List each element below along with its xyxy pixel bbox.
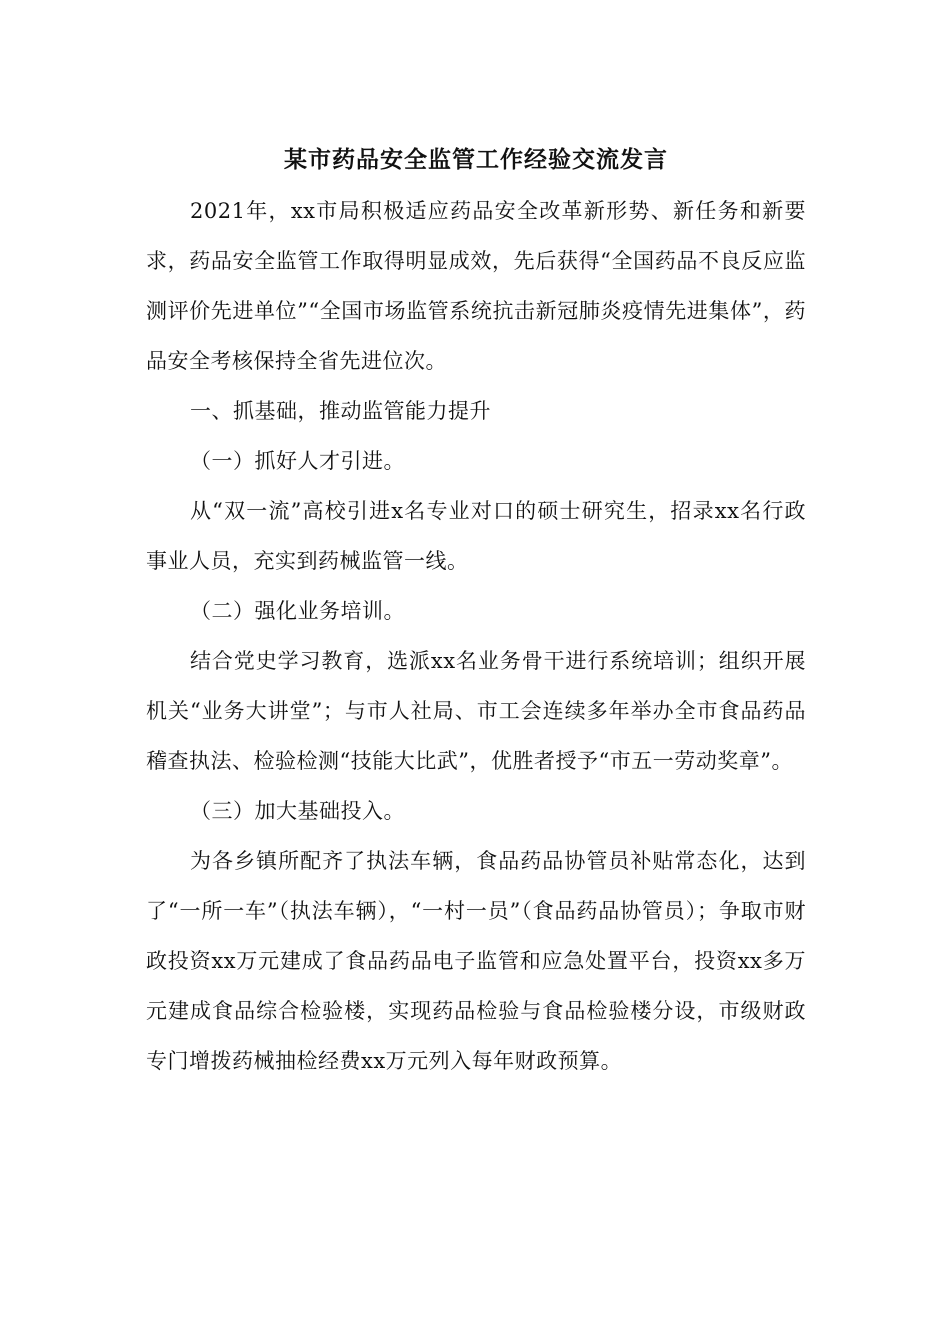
subsection-heading-2: （二）强化业务培训。 [190,599,405,623]
subsection-body-3: 为各乡镇所配齐了执法车辆，食品药品协管员补贴常态化，达到了“一所一车”（执法车辆），“一村一员”（食品药品协管员）；争取市财政投资xx万元建成了食品药品电子监管和应急处置平台，投资xx多万元建成食品综合检验楼，实现药品检验与食品检验楼分设，市级财政专门增拨药械抽检经费xx万元列入每年财政预算。 [146,849,806,1073]
subsection-heading-1: （一）抓好人才引进。 [190,449,405,473]
subsection-body-1: 从“双一流”高校引进x名专业对口的硕士研究生，招录xx名行政事业人员，充实到药械监管一线。 [146,499,806,573]
document-page [146,140,806,1086]
section-heading-1: 一、抓基础，推动监管能力提升 [190,399,491,423]
document-title: 某市药品安全监管工作经验交流发言 [284,146,668,173]
subsection-body-2: 结合党史学习教育，选派xx名业务骨干进行系统培训；组织开展机关“业务大讲堂”；与市人社局、市工会连续多年举办全市食品药品稽查执法、检验检测“技能大比武”，优胜者授予“市五一劳动奖章”。 [146,649,806,773]
intro-paragraph: 2021年，xx市局积极适应药品安全改革新形势、新任务和新要求，药品安全监管工作取得明显成效，先后获得“全国药品不良反应监测评价先进单位”“全国市场监管系统抗击新冠肺炎疫情先进集体”，药品安全考核保持全省先进位次。 [146,199,806,373]
subsection-heading-3: （三）加大基础投入。 [190,799,405,823]
